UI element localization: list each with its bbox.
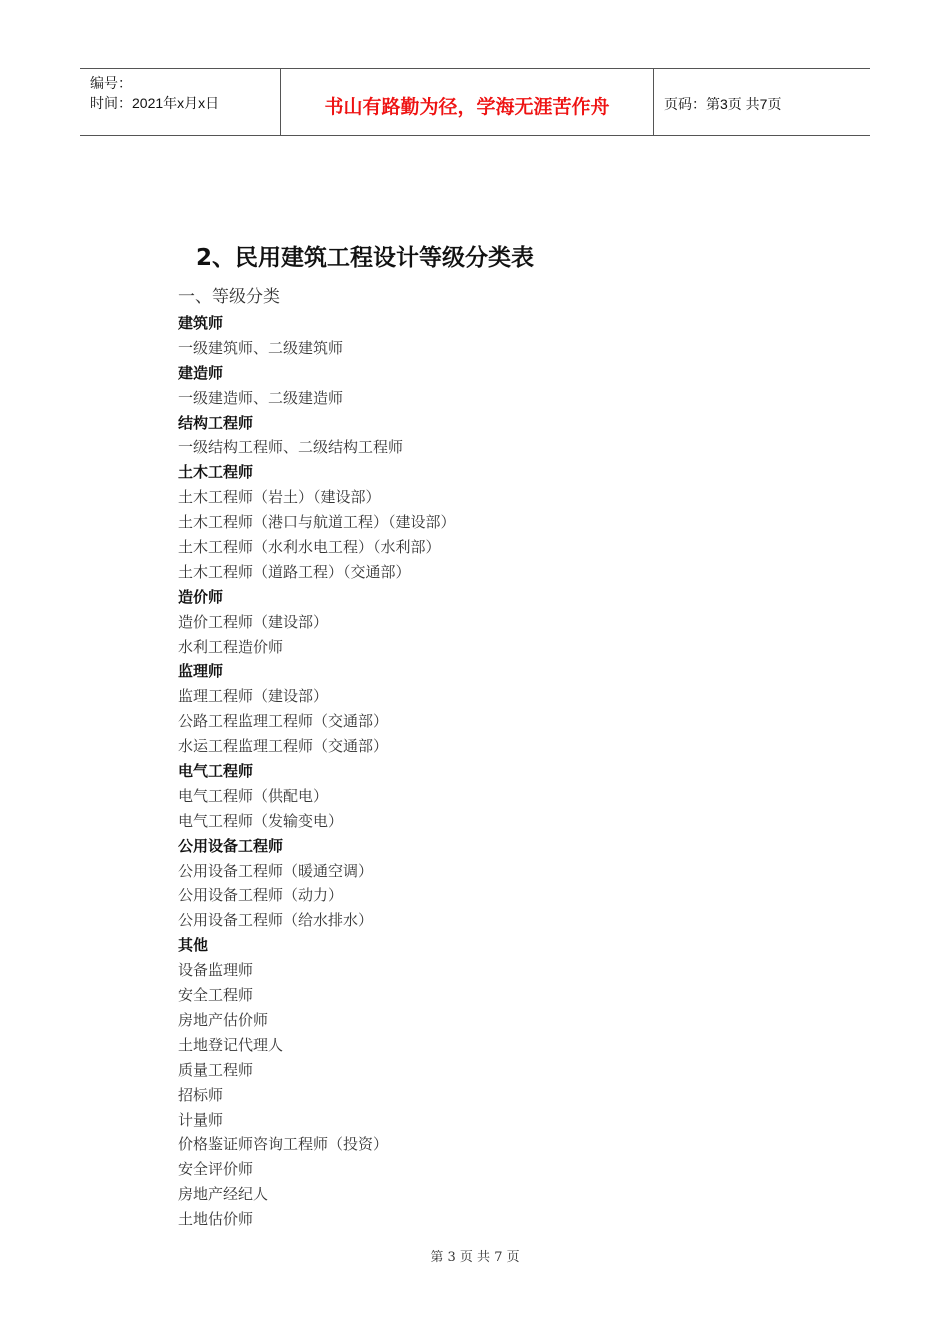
classification-list bbox=[178, 311, 828, 1232]
category-heading: 结构工程师 bbox=[178, 413, 254, 432]
time-label: 时间：2021年x月x日 bbox=[90, 95, 220, 111]
document-title: 2、民用建筑工程设计等级分类表 bbox=[196, 245, 535, 271]
page-footer: 第 3 页 共 7 页 bbox=[430, 1250, 520, 1265]
category-heading: 其他 bbox=[178, 936, 209, 955]
list-item: 土木工程师（港口与航道工程）（建设部） bbox=[178, 513, 456, 532]
category-heading: 建造师 bbox=[178, 363, 224, 382]
list-item: 公用设备工程师（动力） bbox=[178, 886, 344, 905]
list-item: 招标师 bbox=[178, 1085, 224, 1104]
category-heading: 公用设备工程师 bbox=[178, 836, 284, 855]
list-item: 水利工程造价师 bbox=[178, 637, 284, 656]
list-item: 一级建筑师、二级建筑师 bbox=[178, 338, 344, 357]
list-item: 土地登记代理人 bbox=[178, 1035, 284, 1054]
list-item: 造价工程师（建设部） bbox=[178, 612, 329, 631]
list-item: 安全评价师 bbox=[178, 1160, 254, 1179]
list-item: 设备监理师 bbox=[178, 961, 254, 980]
list-item: 电气工程师（发输变电） bbox=[178, 811, 344, 830]
list-item: 土地估价师 bbox=[178, 1210, 254, 1229]
list-item: 公路工程监理工程师（交通部） bbox=[178, 712, 389, 731]
category-heading: 造价师 bbox=[178, 587, 224, 606]
list-item: 电气工程师（供配电） bbox=[178, 786, 329, 805]
category-heading: 建筑师 bbox=[178, 314, 224, 332]
list-item: 价格鉴证师咨询工程师（投资） bbox=[178, 1135, 389, 1154]
list-item: 计量师 bbox=[178, 1110, 224, 1129]
list-item: 一级建造师、二级建造师 bbox=[178, 388, 344, 407]
page-header bbox=[80, 68, 870, 136]
section-title: 一、等级分类 bbox=[178, 287, 280, 307]
list-item: 水运工程监理工程师（交通部） bbox=[178, 737, 389, 756]
list-item: 土木工程师（岩土）（建设部） bbox=[178, 488, 381, 507]
list-item: 监理工程师（建设部） bbox=[178, 687, 329, 706]
category-heading: 土木工程师 bbox=[178, 463, 254, 482]
category-heading: 电气工程师 bbox=[178, 762, 254, 781]
header-meta bbox=[80, 69, 281, 135]
list-item: 公用设备工程师（给水排水） bbox=[178, 911, 374, 930]
document-body bbox=[178, 284, 828, 1232]
header-page-info: 页码：第3页 共7页 bbox=[664, 96, 782, 112]
list-item: 房地产经纪人 bbox=[178, 1185, 269, 1204]
serial-label: 编号： bbox=[90, 75, 132, 91]
list-item: 质量工程师 bbox=[178, 1060, 254, 1079]
header-motto: 书山有路勤为径，学海无涯苦作舟 bbox=[281, 69, 654, 135]
list-item: 土木工程师（道路工程）（交通部） bbox=[178, 562, 411, 581]
list-item: 一级结构工程师、二级结构工程师 bbox=[178, 438, 404, 457]
list-item: 公用设备工程师（暖通空调） bbox=[178, 861, 374, 880]
list-item: 土木工程师（水利水电工程）（水利部） bbox=[178, 538, 441, 557]
list-item: 安全工程师 bbox=[178, 986, 254, 1005]
list-item: 房地产估价师 bbox=[178, 1010, 269, 1029]
category-heading: 监理师 bbox=[178, 662, 224, 681]
